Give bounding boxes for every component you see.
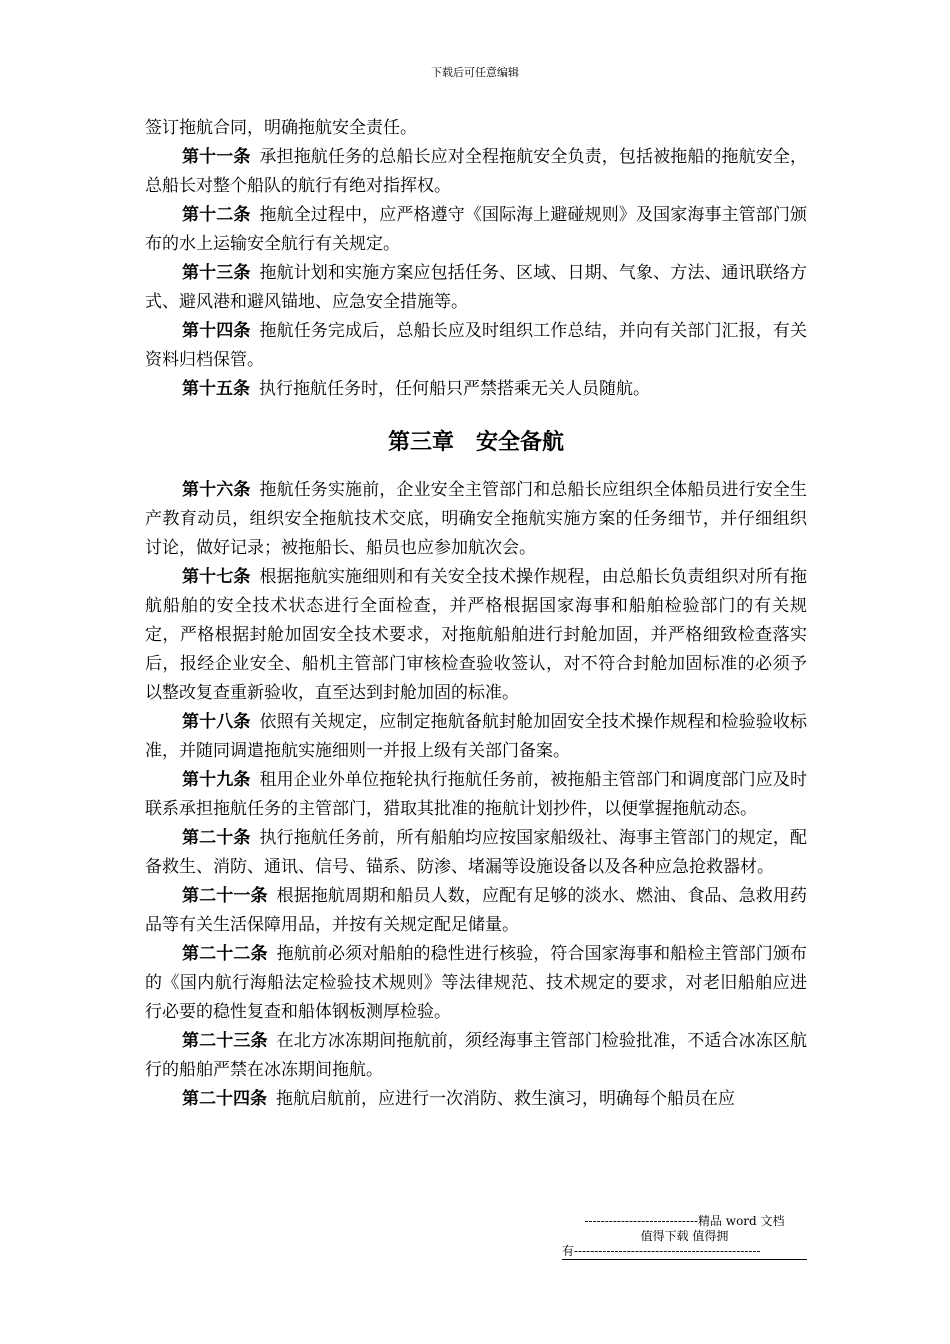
article-11: [145, 143, 807, 201]
article-19: [145, 766, 807, 824]
article-number: 第十二条: [182, 205, 251, 225]
chapter-heading: 第三章 安全备航: [387, 429, 564, 455]
article-number: 第二十三条: [182, 1031, 268, 1051]
document-body: [145, 114, 807, 1114]
article-text: 在北方冰冻期间拖航前，须经海事主管部门检验批准，不适合冰冻区航行的船舶严禁在冰冻期间拖航。: [145, 1031, 808, 1080]
article-21: [145, 882, 807, 940]
article-number: 第二十四条: [182, 1089, 267, 1109]
article-18: [145, 708, 807, 766]
article-number: 第二十条: [182, 828, 251, 848]
article-16: [145, 476, 807, 563]
article-number: 第十九条: [182, 770, 251, 790]
article-number: 第十三条: [182, 263, 251, 283]
article-12: [145, 201, 807, 259]
article-number: 第十八条: [182, 712, 251, 732]
footer-line-1: ----------------------------精品 word 文档: [584, 1214, 785, 1228]
article-text: 拖航启航前，应进行一次消防、救生演习，明确每个船员在应: [276, 1089, 735, 1109]
article-number: 第二十二条: [182, 944, 268, 964]
article-text: 租用企业外单位拖轮执行拖航任务前，被拖船主管部门和调度部门应及时联系承担拖航任务的主管部门，猎取其批准的拖航计划抄件，以便掌握拖航动态。: [145, 770, 808, 819]
article-text: 拖航任务完成后，总船长应及时组织工作总结，并向有关部门汇报，有关资料归档保管。: [145, 321, 808, 370]
footer-line-2: 值得下载 值得拥: [640, 1229, 729, 1243]
page-header: 下载后可任意编辑: [431, 66, 519, 79]
article-15: [145, 375, 807, 404]
article-number: 第十四条: [182, 321, 251, 341]
article-text: 承担拖航任务的总船长应对全程拖航安全负责，包括被拖船的拖航安全，总船长对整个船队的航行有绝对指挥权。: [145, 147, 808, 196]
article-text: 拖航全过程中，应严格遵守《国际海上避碰规则》及国家海事主管部门颁布的水上运输安全航行有关规定。: [145, 205, 808, 254]
article-text: 拖航任务实施前，企业安全主管部门和总船长应组织全体船员进行安全生产教育动员，组织安全拖航技术交底，明确安全拖航实施方案的任务细节，并仔细组织讨论，做好记录；被拖船长、船员也应参加航次会。: [145, 480, 808, 558]
article-14: [145, 317, 807, 375]
article-17: [145, 563, 807, 708]
article-24: [145, 1085, 807, 1114]
article-text: 拖航前必须对船舶的稳性进行核验，符合国家海事和船检主管部门颁布的《国内航行海船法定检验技术规则》等法律规范、技术规定的要求，对老旧船舶应进行必要的稳性复查和船体钢板测厚检验。: [145, 944, 808, 1022]
article-number: 第十六条: [182, 480, 251, 500]
article-23: [145, 1027, 807, 1085]
article-number: 第十一条: [182, 147, 251, 167]
article-number: 第二十一条: [182, 886, 268, 906]
article-text: 执行拖航任务时，任何船只严禁搭乘无关人员随航。: [259, 379, 650, 399]
article-22: [145, 940, 807, 1027]
article-text: 根据拖航实施细则和有关安全技术操作规程，由总船长负责组织对所有拖航船舶的安全技术状态进行全面检查，并严格根据国家海事和船舶检验部门的有关规定，严格根据封舱加固安全技术要求，对拖航船舶进行封舱加固，并严格细致检查落实后，报经企业安全、船机主管部门审核检查验收签认，对不符合封舱加固标准的必须予以整改复查重新验收，直至达到封舱加固的标准。: [145, 567, 808, 703]
article-text: 根据拖航周期和船员人数，应配有足够的淡水、燃油、食品、急救用药品等有关生活保障用品，并按有关规定配足储量。: [145, 886, 808, 935]
continuation-paragraph: 签订拖航合同，明确拖航安全责任。: [145, 118, 417, 138]
article-number: 第十五条: [182, 379, 250, 399]
article-text: 依照有关规定，应制定拖航备航封舱加固安全技术操作规程和检验验收标准，并随同调遣拖航实施细则一并报上级有关部门备案。: [145, 712, 808, 761]
article-text: 拖航计划和实施方案应包括任务、区域、日期、气象、方法、通讯联络方式、避风港和避风锚地、应急安全措施等。: [145, 263, 808, 312]
article-number: 第十七条: [182, 567, 251, 587]
page-footer: [562, 1214, 807, 1260]
article-text: 执行拖航任务前，所有船舶均应按国家船级社、海事主管部门的规定，配备救生、消防、通讯、信号、锚系、防渗、堵漏等设施设备以及各种应急抢救器材。: [145, 828, 808, 877]
article-20: [145, 824, 807, 882]
article-13: [145, 259, 807, 317]
footer-line-3: 有----------------------------------------------: [562, 1244, 807, 1260]
